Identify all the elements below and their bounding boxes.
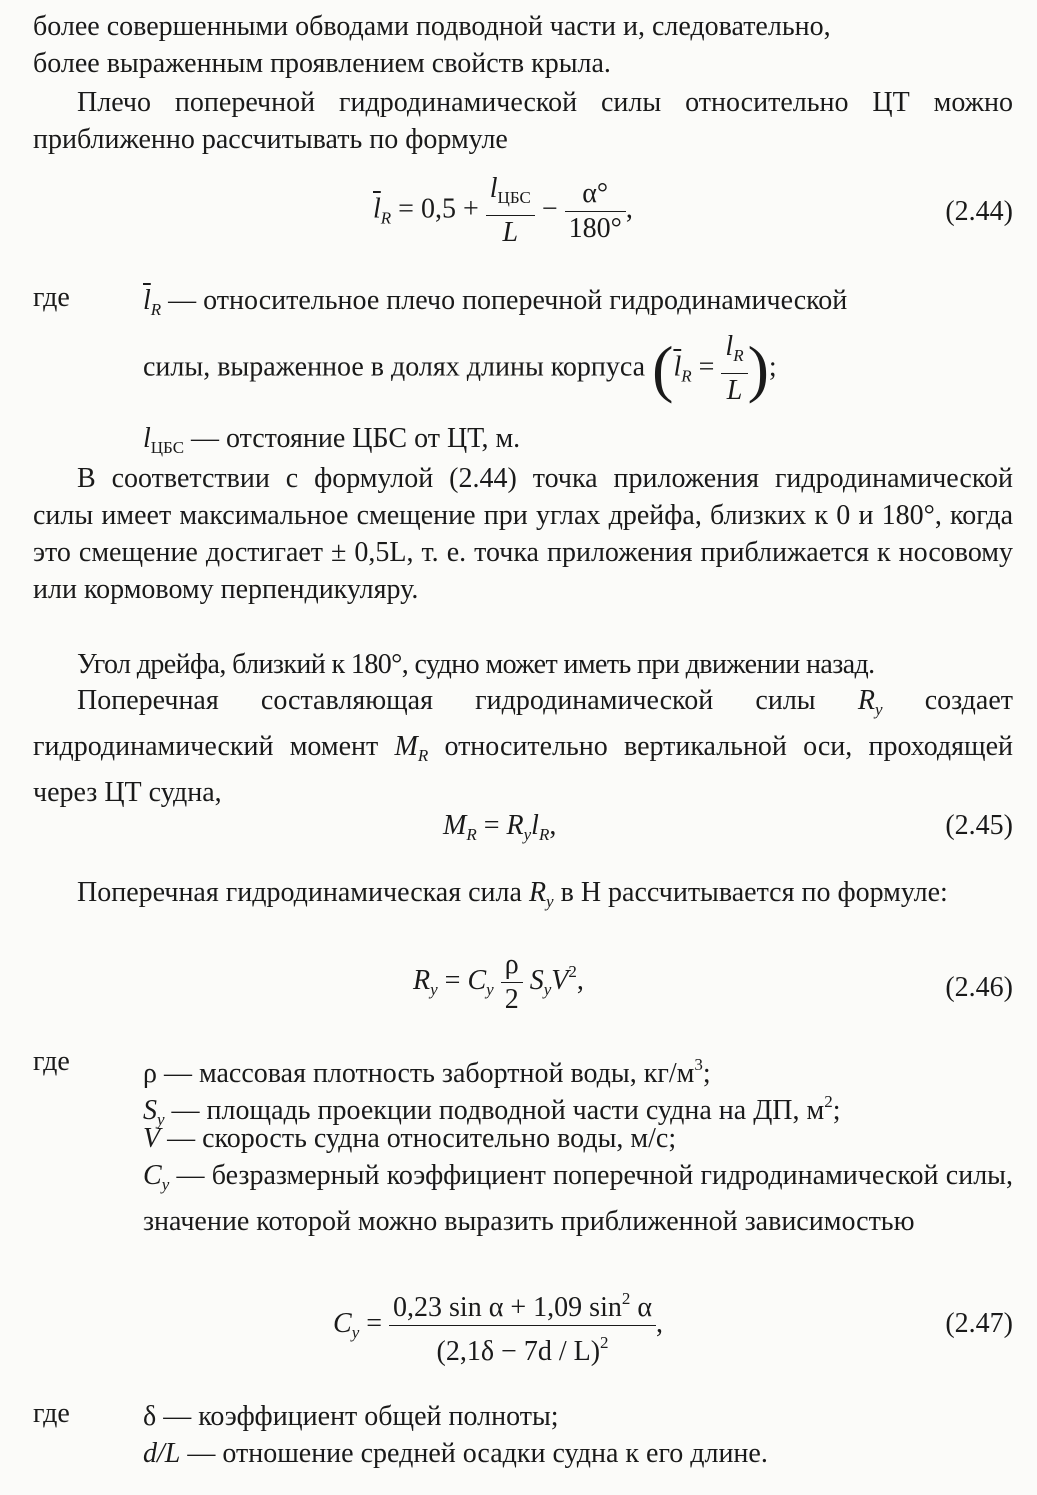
eq246-eq: = (444, 964, 461, 996)
eq246-c: C (467, 964, 487, 996)
def-lr-line1 (143, 282, 1013, 328)
paragraph-component (33, 682, 1013, 811)
def-cy (143, 1157, 1013, 1240)
intro-line-2: более выраженным проявлением свойств крыла. (33, 48, 611, 79)
equation-2-45 (33, 810, 1013, 850)
eq245-m-sub: R (466, 825, 477, 844)
eq245-l-sub: R (538, 825, 550, 844)
fraction-rho-2 (501, 948, 523, 1017)
paragraph-accordance: В соответствии с формулой (2.44) точка приложения гидродинамической силы имеет максимальное смещение при углах дрейфа, близких к 0 и 180°, когда это смещение достигает ± 0,5L, т. е. точка приложения приближается к носовому или кормовому перпендикуляру. (33, 463, 1013, 605)
def-sy-text: — площадь проекции подводной части судна на ДП, м (171, 1095, 825, 1126)
def-rho-text: ρ — массовая плотность забортной воды, кг/м (143, 1058, 695, 1089)
def-lr-line2 (143, 330, 1013, 408)
eq246-c-sub: y (486, 979, 494, 999)
eq246-frac-den: 2 (504, 984, 519, 1015)
paren-eq: = (698, 351, 715, 383)
eq247-den-sup: 2 (600, 1333, 609, 1352)
frac1-den: L (502, 217, 519, 248)
eq245-l: l (531, 810, 539, 841)
eq245-r-sub: y (523, 825, 532, 844)
intro-line-1: более совершенными обводами подводной части и, следовательно, (33, 11, 831, 42)
frac2-num: α° (565, 177, 626, 212)
def-sy-sub: y (157, 1110, 165, 1129)
def-delta-text: δ — коэффициент общей полноты; (143, 1401, 559, 1432)
eq246-s-sub: y (543, 979, 552, 999)
eq247-den: (2,1δ − 7d / L) (436, 1336, 601, 1367)
equation-number-2-47: (2.47) (945, 1308, 1013, 1339)
component-mr: M (394, 731, 418, 762)
lr-sub: R (380, 208, 392, 228)
eq245-m: M (443, 810, 467, 841)
def-lcbs-symbol: l (143, 423, 151, 454)
def-rho-sup: 3 (694, 1055, 703, 1074)
def-dl-text: — отношение средней осадки судна к его длине. (187, 1438, 768, 1469)
def-sy-symbol: S (143, 1095, 157, 1126)
def-delta (143, 1398, 1013, 1435)
def-lr-text1: — относительное плечо поперечной гидродинамической (168, 285, 848, 316)
minus-sign: − (541, 193, 558, 225)
eq246-frac-num: ρ (501, 948, 523, 983)
equation-2-44 (33, 172, 1013, 258)
component-ry-sub: y (874, 700, 883, 719)
def-lr-symbol: $\overline{l}$ (143, 285, 151, 316)
def-v-symbol: V (143, 1123, 161, 1154)
right-paren: ) (747, 333, 769, 404)
def-sy-tail: ; (832, 1095, 841, 1126)
paren-lhs: $\overline{l}$ (673, 351, 682, 383)
eq246-r: R (413, 964, 431, 996)
equation-2-47 (33, 1282, 1013, 1372)
def-dl (143, 1435, 1013, 1472)
eq247-tail: , (656, 1307, 664, 1339)
equation-2-44-body (373, 172, 633, 250)
component-mr-sub: R (417, 746, 429, 765)
eq247-num: 0,23 sin α + 1,09 sin (393, 1292, 622, 1323)
eq246-tail: , (576, 964, 584, 996)
paren-lhs-sub: R (681, 366, 692, 386)
frac2-den: 180° (568, 212, 622, 244)
paren-fraction (721, 330, 747, 408)
frac1-num-sub: ЦБС (497, 188, 531, 207)
def-lcbs-text: — отстояние ЦБС от ЦТ, м. (191, 423, 521, 454)
equation-number-2-44: (2.44) (945, 196, 1013, 227)
eq246-v-sup: 2 (568, 961, 577, 981)
def-cy-symbol: C (143, 1160, 162, 1191)
def-sy-sup: 2 (824, 1092, 833, 1111)
component-text2: создает гидродинамический момент (33, 685, 1014, 762)
paragraph-drift: Угол дрейфа, близкий к 180°, судно может иметь при движении назад. (77, 649, 875, 680)
component-text1: Поперечная составляющая гидродинамической силы (77, 685, 816, 716)
where-label-1: где (33, 282, 70, 313)
def-v (143, 1120, 1013, 1157)
eq247-num-tail: α (637, 1292, 653, 1323)
eq245-eq: = (483, 810, 500, 841)
eq247-c-sub: y (351, 1322, 360, 1342)
def-cy-text: — безразмерный коэффициент поперечной гидродинамической силы, значение которой можно выразить приближенной зависимостью (143, 1160, 1013, 1237)
where-label-2: где (33, 1046, 70, 1077)
def-lr-text2: силы, выраженное в долях длины корпуса (143, 351, 646, 383)
lr-symbol: $\overline{l}$ (373, 193, 381, 225)
force-text1: Поперечная гидродинамическая сила (77, 877, 522, 908)
paragraph-shoulder: Плечо поперечной гидродинамической силы относительно ЦТ можно приближенно рассчитывать по формуле (33, 87, 1013, 155)
frac1-num: l (489, 173, 498, 204)
equation-number-2-46: (2.46) (945, 972, 1013, 1003)
fraction-lcbs-l (486, 172, 535, 250)
force-ry-sub: y (546, 892, 554, 911)
eq247-c: C (333, 1307, 352, 1339)
equation-2-45-body (443, 810, 556, 845)
equation-2-46 (33, 948, 1013, 1034)
component-text3: относительно вертикальной оси, проходящей через ЦТ судна, (33, 731, 1014, 808)
paren-num-sub: R (733, 346, 744, 365)
paren-num: l (725, 331, 734, 362)
fraction-alpha-180 (565, 177, 626, 246)
eq246-v: V (551, 964, 569, 996)
def-lr-sub: R (150, 300, 162, 319)
def-dl-symbol: d/L (143, 1438, 181, 1469)
force-text2: в Н рассчитывается по формуле: (560, 877, 948, 908)
def-v-text: — скорость судна относительно воды, м/с; (167, 1123, 677, 1154)
equation-number-2-45: (2.45) (945, 810, 1013, 841)
def-cy-sub: y (161, 1175, 170, 1194)
equation-2-47-body (333, 1282, 663, 1369)
def-lcbs-sub: ЦБС (150, 438, 185, 457)
eq247-eq: = (366, 1307, 383, 1339)
eq246-s: S (529, 964, 544, 996)
eq245-r: R (506, 810, 524, 841)
eq245-tail: , (549, 810, 557, 841)
def-lr-tail: ; (768, 351, 777, 383)
component-ry: R (857, 685, 875, 716)
eq246-r-sub: y (430, 979, 438, 999)
def-rho-tail: ; (702, 1058, 711, 1089)
force-ry: R (528, 877, 547, 908)
left-paren: ( (652, 333, 674, 404)
where-label-3: где (33, 1398, 70, 1429)
eq-tail: , (625, 193, 633, 225)
paragraph-force (33, 874, 1013, 920)
eq-const: = 0,5 + (398, 193, 479, 225)
eq247-num-sup: 2 (621, 1289, 631, 1308)
paren-den: L (726, 375, 743, 406)
fraction-cy (389, 1282, 656, 1369)
equation-2-46-body (413, 948, 584, 1017)
